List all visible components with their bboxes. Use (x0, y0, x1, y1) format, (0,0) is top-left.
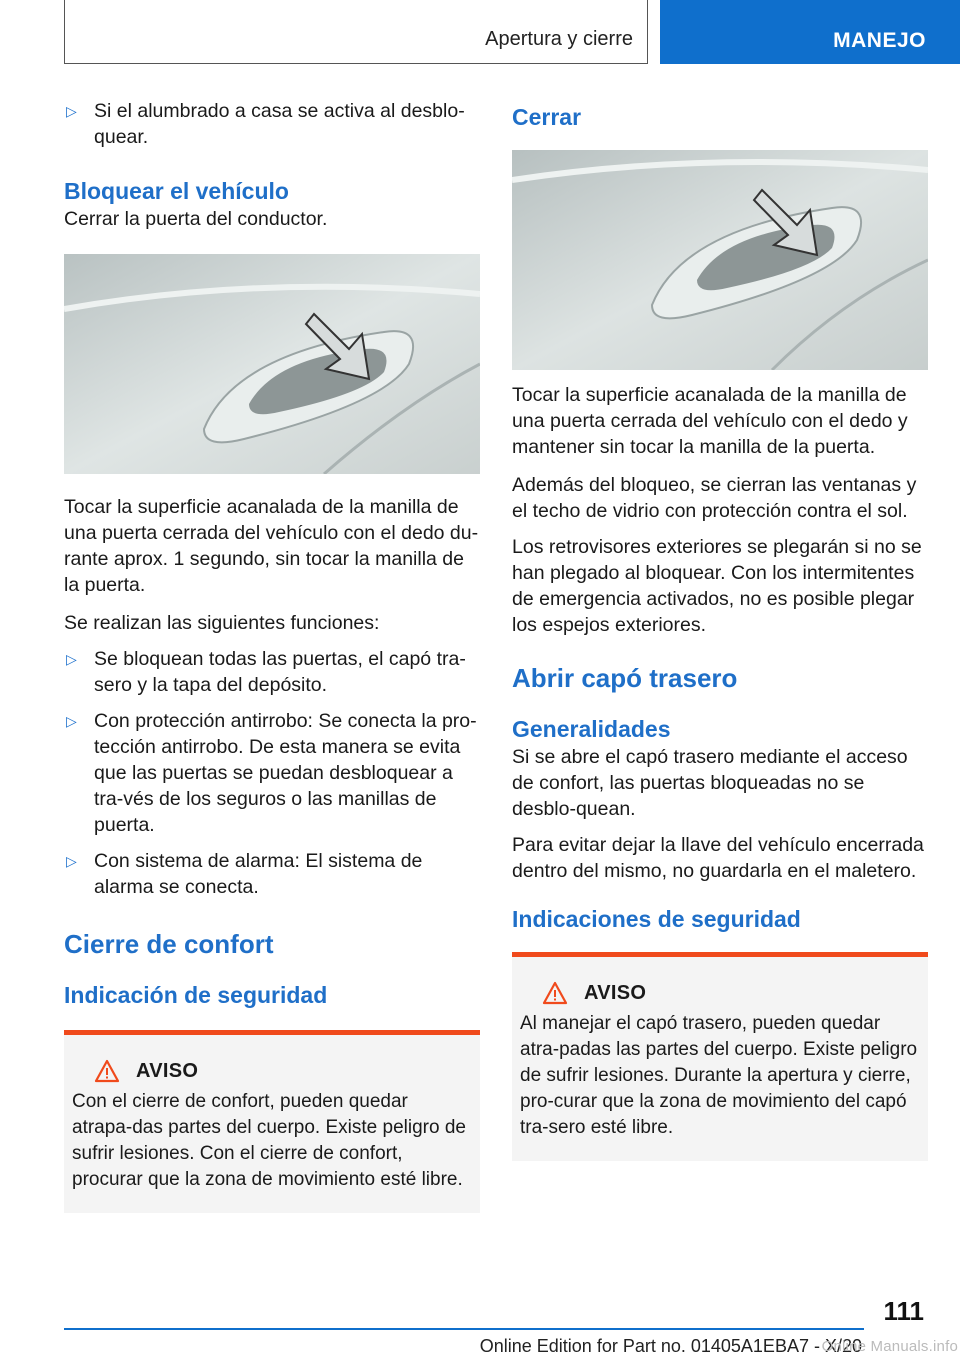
warning-text: Con el cierre de confort, pueden quedar atrapa-das partes del cuerpo. Existe peligro de sufrir lesiones. Con el cierre de confort, procurar que la zona de movimiento esté libre. (72, 1091, 466, 1190)
door-handle-figure-lock (64, 254, 480, 474)
page-number: 111 (883, 1296, 924, 1326)
section-heading-safety-right: Indicaciones de seguridad (512, 906, 801, 932)
section-heading-close: Cerrar (512, 104, 582, 130)
footer-rule (64, 1328, 864, 1330)
section-heading-lock: Bloquear el vehículo (64, 178, 289, 204)
warning-title: AVISO (136, 1059, 199, 1082)
close-body: Tocar la superficie acanalada de la manilla de una puerta cerrada del vehículo con el dedo y mantener sin tocar la manilla de la puerta. (512, 384, 908, 458)
lock-body: Tocar la superficie acanalada de la manilla de una puerta cerrada del vehículo con el dedo du-rante aprox. 1 segundo, sin tocar la manilla de la puerta. (64, 496, 479, 596)
function-text: Con sistema de alarma: El sistema de alarma se conecta. (94, 850, 423, 898)
header-section-title: Apertura y cierre (485, 28, 633, 50)
function-item (64, 646, 480, 698)
warning-header (94, 1059, 472, 1083)
header-section-box (64, 0, 648, 64)
triangle-bullet-icon: ▷ (66, 713, 77, 729)
footer-edition: Online Edition for Part no. 01405A1EBA7 - X/20 (479, 1336, 862, 1356)
section-heading-safety: Indicación de seguridad (64, 982, 328, 1008)
header-chapter-tab[interactable] (660, 0, 960, 64)
warning-triangle-icon (94, 1059, 120, 1083)
right-column (512, 98, 928, 1161)
function-text: Se bloquean todas las puertas, el capó tra-sero y la tapa del depósito. (94, 648, 466, 696)
warning-box (512, 952, 928, 1161)
function-text: Con protección antirrobo: Se conecta la pro-tección antirrobo. De esta manera se evita que las puertas se puedan desbloquear a tra-vés de los seguros o las manillas de puerta. (94, 710, 477, 836)
warning-text: Al manejar el capó trasero, pueden quedar atra-padas las partes del cuerpo. Existe peligro de sufrir lesiones. Durante la apertura y cierre, pro-curar que la zona de movimiento del capó tra-sero esté libre. (520, 1013, 918, 1138)
section-heading-comfort: Cierre de confort (64, 929, 274, 959)
warning-triangle-icon (542, 981, 568, 1005)
watermark: Online Manuals.info (821, 1338, 958, 1355)
functions-intro: Se realizan las siguientes funciones: (64, 612, 380, 634)
bullet-text: Si el alumbrado a casa se activa al desblo-quear. (94, 100, 465, 148)
function-item (64, 708, 480, 838)
lock-text: Cerrar la puerta del conductor. (64, 208, 328, 230)
close-paragraph-3: Los retrovisores exteriores se plegarán si no se han plegado al bloquear. Con los intermitentes de emergencia activados, no es posible plegar los espejos exteriores. (512, 536, 922, 636)
warning-title: AVISO (584, 981, 647, 1004)
warning-header (542, 981, 920, 1005)
triangle-bullet-icon: ▷ (66, 853, 77, 869)
bullet-item (64, 98, 480, 150)
left-column (64, 98, 480, 1213)
triangle-bullet-icon: ▷ (66, 651, 77, 667)
triangle-bullet-icon: ▷ (66, 103, 77, 119)
general-paragraph-1: Si se abre el capó trasero mediante el acceso de confort, las puertas bloqueadas no se desblo-quean. (512, 746, 908, 820)
function-item (64, 848, 480, 900)
warning-box (64, 1030, 480, 1213)
header-chapter-label: MANEJO (833, 29, 926, 52)
section-heading-trunk: Abrir capó trasero (512, 663, 738, 693)
general-paragraph-2: Para evitar dejar la llave del vehículo encerrada dentro del mismo, no guardarla en el maletero. (512, 834, 924, 882)
section-heading-general: Generalidades (512, 716, 671, 742)
close-paragraph-2: Además del bloqueo, se cierran las ventanas y el techo de vidrio con protección contra el sol. (512, 474, 917, 522)
door-handle-figure-close (512, 150, 928, 370)
